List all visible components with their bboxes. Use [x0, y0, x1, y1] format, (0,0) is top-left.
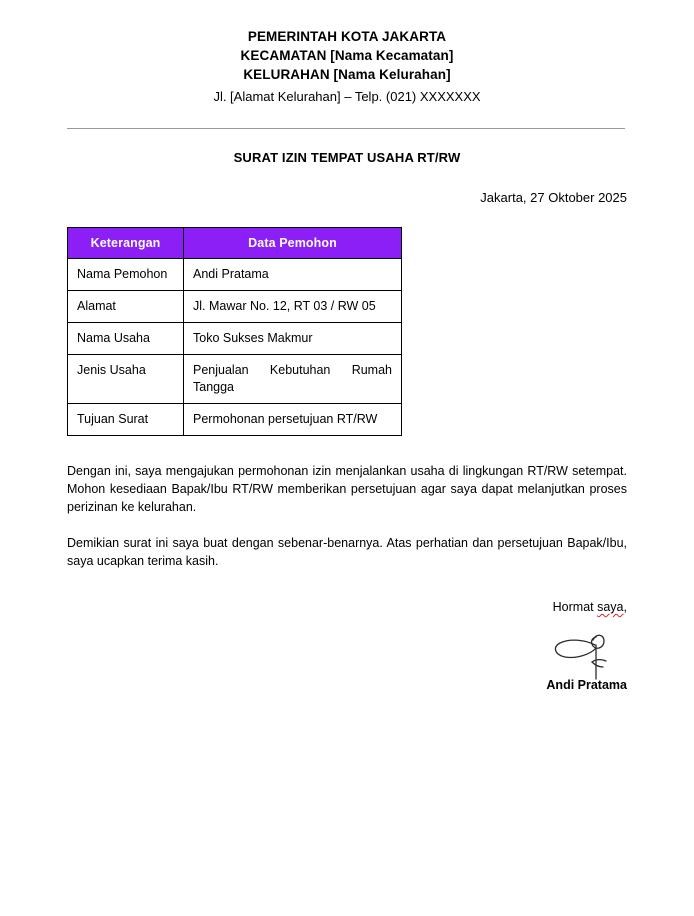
table-row — [68, 323, 402, 355]
table-header-data-pemohon: Data Pemohon — [184, 228, 402, 259]
signer-name: Andi Pratama — [546, 678, 627, 692]
closing-prefix: Hormat — [552, 600, 598, 614]
row-value-alamat: Jl. Mawar No. 12, RT 03 / RW 05 — [184, 291, 402, 323]
closing-salutation — [553, 600, 627, 614]
table-body — [68, 259, 402, 436]
letterhead-line-2: KECAMATAN [Nama Kecamatan] — [240, 48, 454, 63]
table-row — [68, 404, 402, 436]
letterhead-line-1: PEMERINTAH KOTA JAKARTA — [247, 29, 447, 44]
row-value-nama-usaha: Toko Sukses Makmur — [184, 323, 402, 355]
table-header-keterangan: Keterangan — [68, 228, 184, 259]
date-line: Jakarta, 27 Oktober 2025 — [480, 190, 627, 205]
letterhead-line-3: KELURAHAN [Nama Kelurahan] — [243, 67, 451, 82]
closing-suffix: , — [623, 600, 627, 614]
applicant-data-table — [67, 227, 402, 436]
letterhead-address: Jl. [Alamat Kelurahan] – Telp. (021) XXXXXXX — [213, 89, 481, 104]
body-paragraph-2: Demikian surat ini saya buat dengan sebenar-benarnya. Atas perhatian dan persetujuan Bapak/Ibu, saya ucapkan terima kasih. — [67, 536, 627, 568]
row-value-tujuan-surat: Permohonan persetujuan RT/RW — [184, 404, 402, 436]
table-row — [68, 355, 402, 404]
document-content — [67, 0, 627, 692]
body-paragraph-1: Dengan ini, saya mengajukan permohonan izin menjalankan usaha di lingkungan RT/RW setempat. Mohon kesediaan Bapak/Ibu RT/RW memberikan persetujuan agar saya dapat melanjutkan proses perizinan ke kelurahan. — [67, 464, 627, 514]
header-divider — [67, 128, 625, 129]
signature-area — [67, 616, 627, 678]
handwritten-signature-icon — [548, 624, 620, 682]
table-row — [68, 291, 402, 323]
closing-misspelled-word: saya — [597, 600, 624, 614]
row-key-jenis-usaha: Jenis Usaha — [68, 355, 184, 404]
table-head — [68, 228, 402, 259]
table-row — [68, 259, 402, 291]
row-key-alamat: Alamat — [68, 291, 184, 323]
row-key-tujuan-surat: Tujuan Surat — [68, 404, 184, 436]
row-value-nama-pemohon: Andi Pratama — [184, 259, 402, 291]
page-title: SURAT IZIN TEMPAT USAHA RT/RW — [233, 150, 461, 165]
row-key-nama-pemohon: Nama Pemohon — [68, 259, 184, 291]
letterhead — [67, 0, 627, 106]
table-header-row — [68, 228, 402, 259]
row-value-jenis-usaha: Penjualan Kebutuhan Rumah Tangga — [184, 355, 402, 404]
row-key-nama-usaha: Nama Usaha — [68, 323, 184, 355]
signature-block — [67, 598, 627, 692]
